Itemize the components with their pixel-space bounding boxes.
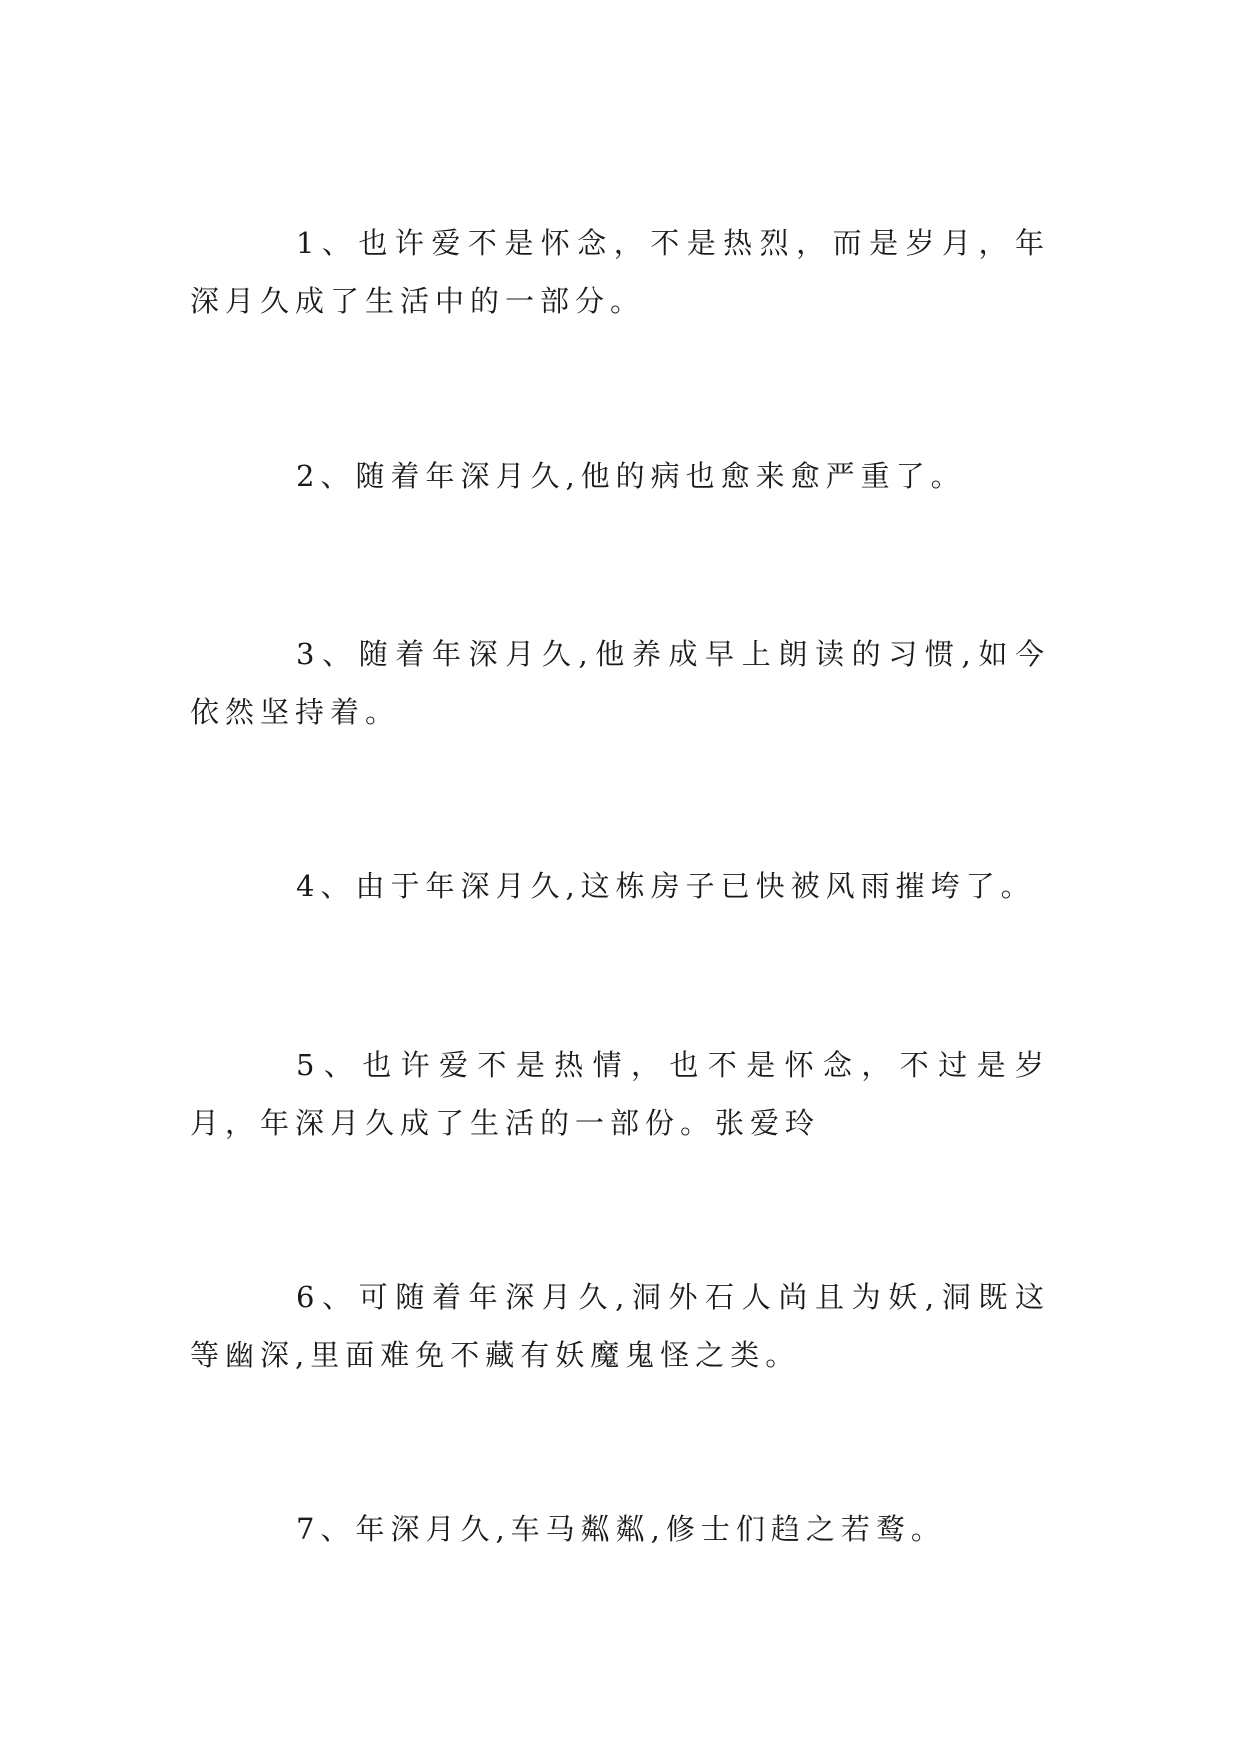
paragraph-2: 2、随着年深月久,他的病也愈来愈严重了。	[296, 459, 966, 493]
paragraph-3: 3、随着年深月久,他养成早上朗读的习惯,如今依然坚持着。	[190, 637, 1050, 729]
paragraph-4: 4、由于年深月久,这栋房子已快被风雨摧垮了。	[296, 869, 1036, 903]
paragraph-7: 7、年深月久,车马粼粼,修士们趋之若鹜。	[296, 1512, 946, 1546]
paragraph-1: 1、也许爱不是怀念，不是热烈，而是岁月，年深月久成了生活中的一部分。	[190, 226, 1050, 318]
paragraph-6: 6、可随着年深月久,洞外石人尚且为妖,洞既这等幽深,里面难免不藏有妖魔鬼怪之类。	[190, 1280, 1050, 1372]
paragraph-5: 5、也许爱不是热情，也不是怀念，不过是岁月，年深月久成了生活的一部份。张爱玲	[190, 1048, 1050, 1140]
